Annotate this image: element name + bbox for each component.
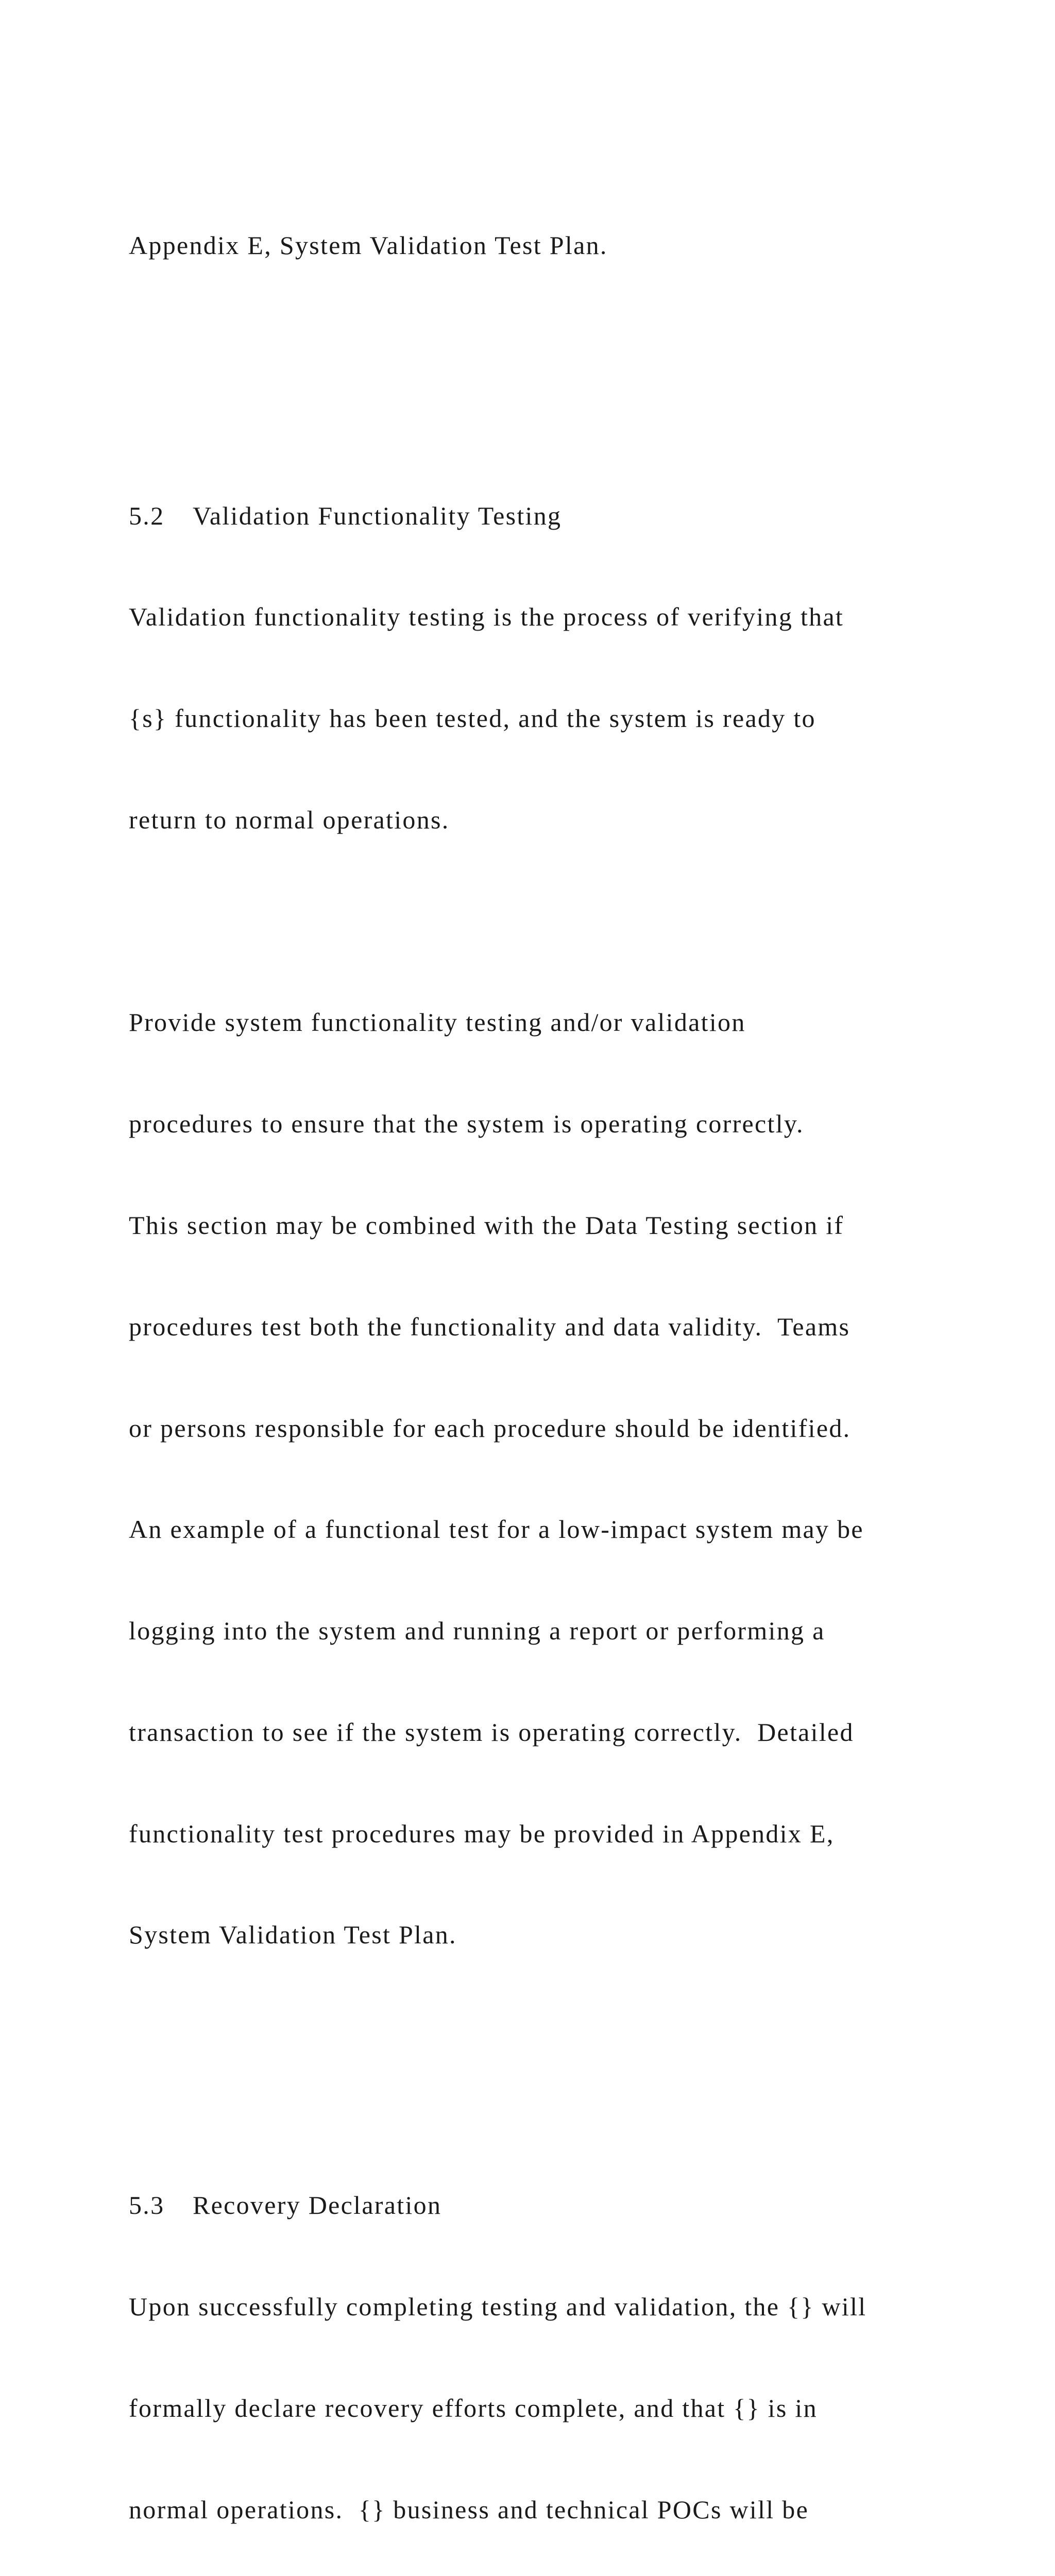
paragraph-line: procedures to ensure that the system is operating correctly. (129, 1109, 804, 1139)
document-body (129, 127, 1025, 2576)
paragraph-line: functionality test procedures may be provided in Appendix E, (129, 1819, 835, 1848)
section-title: Validation Functionality Testing (193, 501, 562, 530)
blank-line (129, 2020, 1025, 2054)
paragraph-line: normal operations. {} business and technical POCs will be (129, 2495, 809, 2524)
section-title: Recovery Declaration (193, 2191, 442, 2220)
section-number: 5.3 (129, 2191, 165, 2220)
paragraph-line: An example of a functional test for a low-impact system may be (129, 1515, 864, 1544)
paragraph-line: Validation functionality testing is the process of verifying that (129, 602, 844, 632)
paragraph-line: {s} functionality has been tested, and the system is ready to (129, 704, 816, 733)
intro-line: Appendix E, System Validation Test Plan. (129, 230, 608, 260)
paragraph-line: or persons responsible for each procedure should be identified. (129, 1413, 851, 1443)
paragraph-line: transaction to see if the system is operating correctly. Detailed (129, 1717, 854, 1747)
paragraph-line: logging into the system and running a report or performing a (129, 1616, 825, 1646)
paragraph-line: return to normal operations. (129, 805, 450, 834)
section-heading-5-2 (129, 499, 1025, 533)
blank-line (129, 330, 1025, 364)
paragraph-line: procedures test both the functionality and data validity. Teams (129, 1312, 850, 1341)
paragraph-line: formally declare recovery efforts complete, and that {} is in (129, 2393, 818, 2422)
paragraph-line: This section may be combined with the Data Testing section if (129, 1211, 844, 1240)
paragraph-line: System Validation Test Plan. (129, 1920, 457, 1950)
section-number: 5.2 (129, 501, 165, 530)
paragraph-line: Provide system functionality testing and/or validation (129, 1008, 746, 1037)
paragraph-line: Upon successfully completing testing and validation, the {} will (129, 2292, 867, 2321)
section-heading-5-3 (129, 2189, 1025, 2223)
blank-line (129, 905, 1025, 939)
